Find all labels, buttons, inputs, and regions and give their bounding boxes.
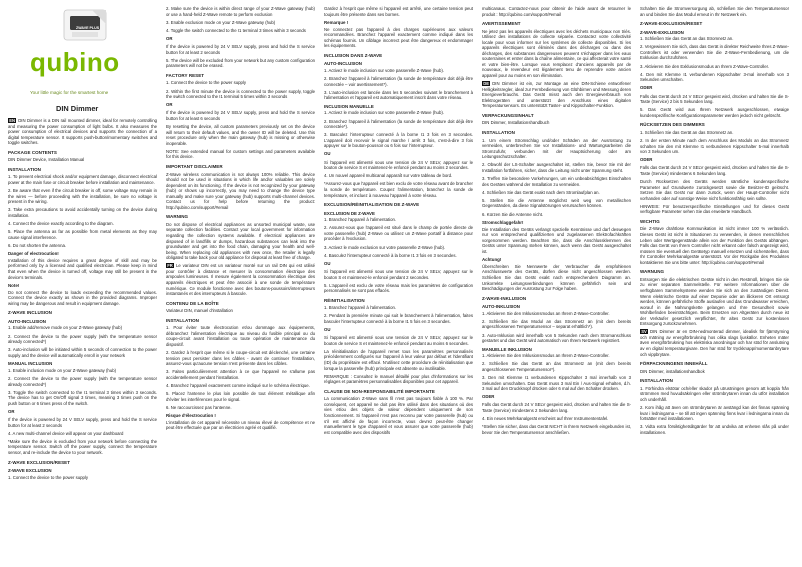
exclusion-title-de: Z-WAVE-EXKLUSION [640,29,684,35]
manual-inclusion-title-de: MANUELLE INKLUSION [482,346,532,352]
lang-tag-sv: SV [641,329,647,335]
achtung-text: Überschreiten Sie Nennwerte der Verbraucher die empfohlenen Anschlusswerte des Geräts, dürfen diese nicht angeschlossen werden. Schließen Sie das Gerät exakt nach entsprechendem Diagramm an. Unkorrekte Leitungsverbindungen können gefährlich sein und Beschädigungen der Ausrüstung zur Folge haben. [482,263,631,292]
heading-forpackning: FÖRPACKNINGENS INNEHÅLL [640,361,708,367]
manual-inclusion-title: MANUAL INCLUSION [8,361,53,367]
remarque-2: REMARQUE : Consultez le manuel détaillé pour plus d'informations sur les réglages et paramètres personnalisables disponibles pour cet appareil. [324,373,473,385]
list-item: 4. Den mit Klemme I1 verbundenen Kippschalter 3-mal innerhalb von 3 Sekunden umschalten. [640,71,789,83]
heading-exclusion-de: Z-WAVE-EXKLUSION/RESET [640,21,703,27]
install-step: 3. Treffen Sie besondere Vorkehrungen, um ein unbeabsichtigtes Einschalten des Gerätes während der Installation zu vermeiden. [482,176,631,187]
list-item: 2. Make sure the device is within direct range of your Z-Wave gateway (hub) or use a hand-held Z-Wave remote to perform exclusion [166,6,315,17]
list-item: 3. Enable exclusion mode on your Z-Wave gateway (hub) [166,19,276,25]
list-item: 4. Basculez l'interrupteur connecté à la borne I1 3 fois en 3 secondes. [324,252,457,258]
heading-zwave-de: Z-WAVE-INKLUSION [482,295,527,301]
list-item: 2. Schließen Sie das Gerät an das Stromnetz an (mit dem bereits angeschlossenen Temperatursensor*). [482,361,631,372]
footnote: *Make sure the device is excluded from your network before connecting the temperature sensor. Switch off the power supply, connect the temperature sensor, and re-include the device to your network. [8,438,157,455]
remarque-text: Ne connectez pas l'appareil à des charges supérieures aux valeurs recommandées. Branchez l'appareil exactement comme indiqué dans les schémas fournis. Un câblage incorrect peut être dangereux et endommager les équipements. [324,26,473,49]
heading-wichtig: WICHTIG [640,218,660,224]
list-item: 3. Den mit Klemme I1 verbundenen Kippschalter 3 mal innerhalb von 3 Sekunden umschalten. Das Gerät muss 3 mal Ein / Aus-Signal erhalten, d.h. 3 mal auf den Druckknopf drücken oder 6 mal auf den Schalter drücken. [482,375,631,392]
list-item: 1. Aktivieren Sie den Inklusionsmodus an Ihrem Z-Wave-Controller. [482,353,610,359]
list-item: 5. L'appareil est exclu de votre réseau mais les paramètres de configuration personnalisés ne sont pas effacés. [324,282,473,294]
list-item: 1. Aktivieren Sie den Inklusionsmodus an Ihrem Z-Wave-Controller. [482,310,610,316]
column-4 [482,6,631,562]
heading-zwave-inclusion: Z-WAVE INCLUSION [8,310,52,316]
list-item: 4. Toggle the switch connected to the I1 terminal 3 times within 3 seconds [166,27,306,33]
heading-verpackung: VERPACKUNGSINHALT [482,112,534,118]
heading-inclusion-fr: INCLUSION DANS Z-WAVE [324,52,383,58]
brand-tagline: Your little magic for the smartest home [30,90,109,95]
install-step: 2. Be aware that even if the circuit breaker is off, some voltage may remain in the wires — before proceeding with the installation, be sure no voltage is present in the wiring. [8,188,157,205]
list-item: ODER [482,394,495,400]
list-item: 1. Connect the device to the power supply [166,80,247,86]
heading-exclusion-fr: EXCLUSION/RÉINITIALISATION DE Z-WAVE [324,202,420,208]
factory-note: By resetting the device, all custom parameters previously set on the device will return to their default values, and the owner ID will be deleted. Use this reset procedure only when the main gateway (hub) is missing or otherwise inoperable. [166,124,315,146]
install-step: 6. Kürzen Sie die Antenne nicht. [482,211,544,217]
note-title: Note! [8,283,20,289]
list-item: 2. Assurez-vous que l'appareil est situé dans le champ de portée directe de votre passerelle (hub) Z-Wave ou utilisez un Z-Wave portatif à distance pour procéder à l'exclusion. [324,225,473,242]
heading-warning: WARNING [166,214,189,220]
lang-tag-fr: FR [167,263,173,269]
heading-package: PACKAGE CONTENTS [8,149,57,155]
disclaimer-text: Z-Wave wireless communication is not always 100% reliable. This device should not be used in situations in which life and/or valuables are solely dependent on its functioning. If the device is not recognized by your gateway (hub) or shows up incorrectly, you may need to change the device type manually and make sure your gateway (hub) supports multi-channel devices. Contact us for help before returning the product: http://qubino.com/support/#email [166,171,315,210]
heading-clause: CLAUSE DE NON-RESPONSABILITÉ IMPORTANTE [324,388,435,394]
list-item: Si l'appareil est alimenté sous une tension de 24 V SELV, appuyez sur le bouton de service S et maintenez-le enfoncé pendant au moins 2 secondes. [324,159,473,171]
paragraph: Schalten Sie die Stromversorgung ab, schließen Sie den Temperatursensor an und binden Sie das Modul erneut in Ihr Netzwerk ein. [640,6,789,17]
list-item: 1. Schließen Sie das Gerät an das Stromnetz an. [640,36,734,42]
list-item: 1. Activez le mode inclusion sur votre passerelle Z-Wave (hub). [324,110,444,116]
install-step: 1. Um einem Stromschlag und/oder Schäden an der Ausrüstung zu vermeiden, unterbrechen Sie vor Installations- und Wartungsarbeiten die Stromzufuhr, verbunden mit der Hauptsicherung oder am Leitungsschutzschalter. [482,137,631,160]
install-step: 2. Kom ihåg att även om strömbrytaren är avstängd kan det finnas spänning kvar i ledningarna – se till att ingen spänning finns kvar i ledningarna innan du fortsätter med installationen. [640,404,789,422]
exclusion-title: Z-WAVE EXCLUSION [8,468,52,474]
list-item: 1. Branchez l'appareil à l'alimentation. [324,217,397,223]
auto-inclusion-title-de: AUTO-INKLUSION [482,304,520,310]
heading-installation-de: INSTALLATION [482,129,515,135]
column-1 [8,6,157,562]
heading-installation-sv: INSTALLATION [640,378,673,384]
list-item: 3. Auto-inclusion will be initiated within 5 seconds of connection to the power supply and the device will automatically enroll in your network [8,347,157,358]
contenu-text: Variateur DIN, manuel d'installation [166,308,233,314]
list-item: ODER [640,157,653,163]
list-item: 3. Aktivieren Sie den Exklusionsmodus an Ihrem Z-Wave-Controller. [640,63,770,69]
risque-text: L'installation de cet appareil nécessite un niveau élevé de compétence et ne peut être effectuée que par un électricien agréé et qualifié. [166,419,315,431]
install-step: 4. Branchez l'appareil exactement comme indiqué sur le schéma électrique. [166,382,310,388]
install-step: 4. Connect the device exactly according to the diagram. [8,220,114,226]
intro-paragraph-fr: FR Le variateur DIN est un variateur monté sur un rail DIN qui est utilisé pour contrôler à distance et mesurer la consommation électrique des ampoules lumineuses. Il mesure également la consommation électrique des appareils électriques et peut être associé à une sonde de température numérique. Ce module fonctionne avec des boutons-poussoirs/interrupteurs instantanés et des interrupteurs à bascule. [166,263,315,297]
logo-text: qubino [30,47,120,77]
list-item: 1. Connect the device to the power supply [8,474,89,480]
install-step: 3. Vidta extra försiktighetsåtgärder för att undvika att enheten slås på under installationen. [640,424,789,435]
list-item: 3. Auto-Inklusion wird innerhalb von 5 Sekunden nach dem Stromanschluss gestartet und das Gerät wird automatisch von Ihrem Netzwerk registriert. [482,332,631,344]
install-step: 3. Take extra precautions to avoid accidentally turning on the device during installation. [8,207,157,218]
list-item: Si l'appareil est alimenté sous une tension de 24 V SELV, appuyez sur le bouton S et maintenez-le enfoncé pendant 2 secondes. [324,268,473,280]
footnote: *Stellen Sie sicher, dass das Gerät NICHT in Ihrem Netzwerk eingebunden ist, bevor Sie den Temperatursensor anschließen. [482,424,631,435]
list-item: OU [324,151,331,157]
list-item: 1. Enable inclusion mode on your Z-Wave gateway (hub) [8,367,117,373]
heading-warnung: WARNUNG [640,269,665,275]
list-item: If the device is powered by 24 V SELV supply, press and hold the S service button for at least 2 seconds [166,44,315,55]
paragraph: Gardez à l'esprit que même si l'appareil est arrêté, une certaine tension peut toujours être présente dans ses bornes. [324,6,473,17]
list-item: 2. Branchez l'appareil à l'alimentation (la sonde de température doit déjà être connectée – voir avertissement*). [324,76,473,87]
heading-reinit: RÉINITIALISATION [324,297,365,303]
gefahr-text: Die Installation des Geräts verlangt spezielle Kenntnisse und darf deswegen nur von entsprechend qualifizierten und zugelassenen Elektrofachkräften vorgenommen werden. Beachten Sie, dass die Anschlussklemmen des Geräts unter Spannung stehen können, auch wenn das Gerät ausgeschaltet ist. [482,226,631,254]
auto-inclusion-title-fr: AUTO-INCLUSION [324,61,362,67]
list-item: 2. Schließen Sie das Modul an das Stromnetz an (mit dem bereits angeschlossenen Temperatursensor – separat erhältlich*). [482,318,631,330]
warnung-text: Entsorgen Sie die elektrischen Geräte nicht in den Restmüll, bringen Sie sie zu einer separaten Sammelstelle. Für weitere Informationen über die verfügbaren Sammelsysteme wenden Sie sich an den zuständigen Dienst. Wenn elektrische Geräte auf einer Deponie oder an illickeren Ort entsorgt werden, können gefährliche Stoffe auslaufen und das Grundwasser erreichen, worauf in die Nahrungskette gelangen und Ihre Gesundheit sowie Wohlbefinden beeinträchtigen. Beim Ersetzen von Altgeräten durch neue ist der Verkäufer gesetzlich verpflichtet, Ihr altes Gerät zur kostenlosen Entsorgung zurückzunehmen. [640,276,789,327]
install-step: 6. Do not shorten the antenna. [8,242,67,248]
list-item: 2. Within the first minute the device is connected to the power supply, toggle the switch connected to the I1 terminal 5 times within 3 seconds [166,88,315,100]
note-text: Do not connect the device to loads exceeding the recommended values. Connect the device exactly as shown in the provided diagrams. Improper wiring may be dangerous and result in equipment damage. [8,289,157,306]
list-item: 1. Activez le mode inclusion sur votre passerelle Z-Wave (hub). [324,67,444,73]
list-item: 5. Das Gerät wird aus Ihrem Netzwerk ausgeschlossen, etwaige kundenspezifische Konfigurationsparameter werden jedoch nicht gelöscht. [640,107,789,118]
list-item: 2. Vergewissern Sie sich, dass das Gerät in direkter Reichweite Ihres Z-Wave-Controllers ist oder verwenden Sie die Z-Wave-Fernbedienung, um die Exklusion durchzuführen. [640,44,789,61]
list-item: Si l'appareil est alimenté sous une tension de 24 V SELV, appuyez sur le bouton de service S et maintenez-le enfoncé pendant au moins 6 secondes. [324,335,473,346]
install-step: 1. To prevent electrical shock and/or equipment damage, disconnect electrical power at the main fuse or circuit breaker before installation and maintenance. [8,174,157,185]
auto-inclusion-title: AUTO-INCLUSION [8,318,46,324]
brand-logo [30,47,120,77]
list-item: 4. Un nouvel appareil multicanal apparaît sur votre tableau de bord. [324,173,453,179]
list-item: 2. In der ersten Minute nach dem Anschluss des Moduls an das Stromnetz schalten Sie den mit Klemme I1 verbundenen Kippschalter 5-mal innerhalb von 3 Sekunden um. [640,138,789,155]
install-step: 3. Faites particulièrement attention à ce que l'appareil ne s'allume pas accidentellement pendant l'installation. [166,369,315,380]
list-item: OR [166,35,173,41]
danger-text: Installation of this device requires a great degree of skill and may be performed only by a licensed and qualified electrician. Please keep in mind that even when the device is turned off, voltage may still be present in the device's terminals. [8,257,157,280]
clause-text: La communication Z-Wave sans fil n'est pas toujours fiable à 100 %. Par conséquent, cet appareil ne doit pas être utilisé dans des situations où des vies et/ou des objets de valeur dépendent uniquement de son fonctionnement. Si l'appareil n'est pas reconnu par votre passerelle (hub) ou s'il est affiché de façon incorrecte, vous devrez peut-être changer manuellement le type d'appareil et vous assurer que votre passerelle (hub) est compatible avec des dispositifs [324,396,473,435]
heading-reset-de: RÜCKSETZEN DES DIMMERS [640,122,705,128]
list-item: 3. Toggle the switch connected to the I1 terminal 3 times within 3 seconds. The device has to get On/Off signal 3 times, meaning 3 times push on the push button or 6 times press of the switch. [8,389,157,406]
install-step: 6. Ne raccourcissez pas l'antenne. [166,404,232,410]
list-item: 2. Connect the device to the power supply (with the temperature sensor already connected*) [8,375,157,387]
install-step: 5. Place the antenna as far as possible from metal elements as they may cause signal interference. [8,229,157,240]
install-step: 1. Förhindra elstötar och/eller skador på utrustningen genom att koppla från strömmen med huvudsäkringen eller strömbrytaren innan du utför installation och underhåll. [640,385,789,402]
brand-header [8,6,157,118]
list-item: OR [8,408,15,414]
list-item: OU [324,327,331,333]
list-item: Falls das Gerät durch 24 V SELV gespeist wird, drücken und halten Sie die S-Taste (Service) 2 bis 5 Sekunden lang. [640,93,789,105]
install-step: 5. Stellen Sie die Antenne möglichst weit weg von metallischen Gegenständen, da diese Signalstörungen verursachen können. [482,197,631,209]
list-item: 3. Activez le mode exclusion sur votre passerelle Z-Wave (hub). [324,244,446,250]
wichtig-text: Die Z-Wave drahtlose Kommunikation ist nicht immer 100 % verlässlich. Dieses Gerät ist nicht in Situationen zu verwenden, in denen menschliches Leben oder Wertgegenstände allein von der Funktion des Geräts abhängen. Falls das Gerät von Ihrem Controller nicht erkannt oder falsch angezeigt wird, müssen Sie eventuell den Gerätetyp manuell ersetzen und sicherstellen, dass Ihr Controller Mehrkanalgeräte unterstützt. Vor der Rückgabe des Produktes kontaktieren Sie uns bitte unter: http://qubino.com/support/#email [640,226,789,265]
install-step: 2. Obwohl der LS-Schalter ausgeschaltet ist, stellen Sie, bevor Sie mit der Installation fortfahren, sicher, dass die Leitung nicht unter Spannung steht. [482,162,631,173]
manual-inclusion-title-fr: INCLUSION MANUELLE [324,103,374,109]
install-step: 5. Placez l'antenne le plus loin possible de tout élément métallique afin d'éviter les interférences pour le signal. [166,391,315,402]
list-item: 4. Ein neues Mehrkanalgerät erscheint auf Ihrer Instrumententafel. [482,416,609,422]
install-steps [8,174,157,248]
warning-text: Do not dispose of electrical appliances as unsorted municipal waste, use separate collection facilities. Contact your local government for information regarding the collection systems available. If electrical appliances are disposed of in landfills or dumps, hazardous substances can leak into the groundwater and get into the food chain, damaging your health and well-being. When replacing old appliances with new once, the retailer is legally obligated to take back your old appliance for disposal at least free of charge. [166,221,315,261]
install-step: 1. Pour éviter toute électrocution et/ou dommage aux équipements, débranchez l'alimentation électrique au niveau du fusible principal ou du coupe-circuit avant l'installation ou toute opération de maintenance du dispositif. [166,325,315,347]
list-item: 4. A new multi-channel device will appear on your dashboard [8,430,124,436]
column-5 [640,6,789,562]
list-item: If the device is powered by 24 V SELV supply, press and hold the S service button for at least 6 seconds [166,110,315,121]
heading-installation: INSTALLATION [8,166,41,172]
install-step: 4. Schließen Sie das Gerät exakt nach dem Stromlaufplan an. [482,189,600,195]
column-3 [324,6,473,562]
lang-tag-en: EN [9,118,16,123]
list-item: 1. Branchez l'appareil à l'alimentation. [324,305,397,311]
forpackning-text: DIN Dimmer, installationshandbok [640,368,705,374]
heading-installation-fr: INSTALLATION [166,317,199,323]
footnote: *Assurez-vous que l'appareil est bien exclu de votre réseau avant de brancher la sonde de température. Coupez l'alimentation, branchez la sonde de température, et incluez à nouveau l'appareil à votre réseau. [324,181,473,198]
intro-paragraph: EN DIN Dimmer is a DIN rail mounted dimmer, ideal for remotely controlling and measuring the power consumption of light bulbs. It also measures the power consumption of electrical devices and supports the connection of a digital temperature sensor. It supports push-button/momentary switches and toggle switches. [8,118,157,146]
heading-factory-reset: FACTORY RESET [166,72,205,78]
list-item: 5. The device will be excluded from your network but any custom configuration parameters will not be erased. [166,57,315,69]
list-item: 1. Enable add/remove mode on your Z-Wave gateway (hub) [8,325,123,331]
list-item: 1. Schließen Sie das Gerät an das Stromnetz an. [640,129,734,135]
heading-disclaimer: IMPORTANT DISCLAIMER [166,163,223,169]
reinit-note: La réinitialisation de l'appareil remet tous les paramètres personnalisés précédemment configurés sur l'appareil à leur valeur par défaut et l'identifiant (ID) du propriétaire est effacé. N'utilisez cette procédure de réinitialisation que lorsque la passerelle (hub) principale est absente ou inutilisable. [324,348,473,371]
list-item: If the device is powered by 24 V SELV supply, press and hold the S service button for at least 2 seconds [8,417,157,428]
achtung-title: Achtung! [482,257,502,263]
list-item: Falls das Gerät durch 24 V SELV gespeist wird, drücken und halten Sie die S-Taste (Service) mindestens 2 Sekunden lang. [482,402,631,413]
heading-exclusion-reset: Z-WAVE EXCLUSION/RESET [8,459,71,465]
product-title: DIN Dimmer [56,104,99,113]
heading-avertissement: AVERTISSEMENT [482,21,521,27]
list-item: OR [166,102,173,108]
reset-note: Durch Rücksetzen des Geräts werden sämtliche kundenspezifische Parameter auf Grundwerte zurückgesetzt sowie die Besitzer-ID gelöscht. Setzen Sie das Gerät nur dann zurück, wenn der Haupt-Controller nicht vorhanden oder auf sonstige Weise nicht funktionsfähig sein sollte. [640,179,789,201]
intro-paragraph-sv: SV DIN Dimmer är en DIN-nedmonterad dimmer, idealisk för fjärrstyrning och mätning av energiförbrukning hos olika slags ljuskällor. Enheten mäter även energiförbrukning hos elektriska anordningar och har stöd för anslutning av en digital temperaturgivare. Den har stöd för tryckknapp/momentanbrytare och vippbrytare. [640,329,789,357]
intro-paragraph-de: DE DIN Dimmer ist ein, zur Montage an eine DIN-Schiene entworfener Helligkeitsregler, ideal zur Fernbedienung von Glühbirnen und Messung deren Energieverbrauchs. Das Gerät misst auch den Energieverbrauch von Elektrogeräten und unterstützt den Anschluss eines digitalen Temperatursensors. Es unterstützt Taster- und Kippschalter-Funktion. [482,81,631,109]
list-item: OU [324,260,331,266]
device-label: ZWAVE PLUS [76,26,100,30]
install-step: 2. Gardez à l'esprit que même si le coupe-circuit est déclenché, une certaine tension peut persister dans les câbles - avant de continuer l'installation, assurez-vous qu'aucune tension n'est présente dans les câbles. [166,350,315,367]
list-item: 3. Basculez l'interrupteur connecté à la borne I1 3 fois en 3 secondes. L'appareil doit recevoir le signal marche / arrêt 3 fois, c'est-à-dire 3 fois appuyer sur le bouton-poussoir ou 6 fois sur l'interrupteur. [324,132,473,149]
avertissement-text: Ne jetez pas les appareils électriques avec les déchets municipaux non triés. Utilisez des installations de collecte séparée. Contactez votre collectivité locale pour vous informer sur les systèmes de collecte disponibles. Si les appareils électriques sont éliminés dans des décharges ou dans des décharges, des substances dangereuses peuvent s'échapper dans les eaux souterraines et entrer dans la chaîne alimentaire, ce qui affecterait votre santé et votre bien-être. Lorsque vous remplacez d'anciens appareils par de nouveaux, le revendeur est légalement tenu de reprendre votre ancien appareil pour au moins en son élimination. [482,28,631,79]
heading-contenu: CONTENU DE LA BOÎTE [166,300,219,306]
hinweis-text: HINWEIS: Für benutzerspezifische Einstellungen und für dieses Gerät verfügbare Parameter sehen Sie das erweiterte Handbuch. [640,203,789,215]
verpackung-text: DIN Dimmer, Installationshandbuch [482,120,550,126]
package-text: DIN Dimmer Device, Installation Manual [8,157,85,163]
gefahr-title: Stromschlaggefahr! [482,220,524,226]
remarque-title: Remarque ! [324,20,349,26]
paragraph: multicanaux. Contactez-nous pour obtenir de l'aide avant de retourner le produit : http://qubino.com/support/#email [482,6,631,17]
list-item: Falls das Gerät durch 24 V SELV gespeist wird, drücken und halten Sie die S-Taste (Service) mindestens 6 Sekunden lang. [640,165,789,176]
list-item: 2. Branchez l'appareil à l'alimentation (la sonde de température doit déjà être connectée*). [324,118,473,130]
factory-note-2: NOTE: See extended manual for custom settings and parameters available for this device. [166,148,315,160]
exclusion-title-fr: EXCLUSION DE Z-WAVE [324,210,375,216]
list-item: 2. Pendant la première minute qui suit le branchement à l'alimentation, faites basculer l'interrupteur connecté à la borne I1 5 fois en 3 secondes. [324,313,473,324]
list-item: 3. L'auto-inclusion est lancée dans les 5 secondes suivant le branchement à l'alimentation et l'appareil est automatiquement inscrit dans votre réseau. [324,89,473,101]
column-2 [166,6,315,562]
list-item: ODER [640,85,653,91]
lang-tag-de: DE [483,81,490,87]
list-item: 2. Connect the device to the power supply (with the temperature sensor already connected*) [8,333,157,345]
danger-title: Danger of electrocution! [8,251,59,257]
risque-title: Risque d'électrocution ! [166,413,216,419]
